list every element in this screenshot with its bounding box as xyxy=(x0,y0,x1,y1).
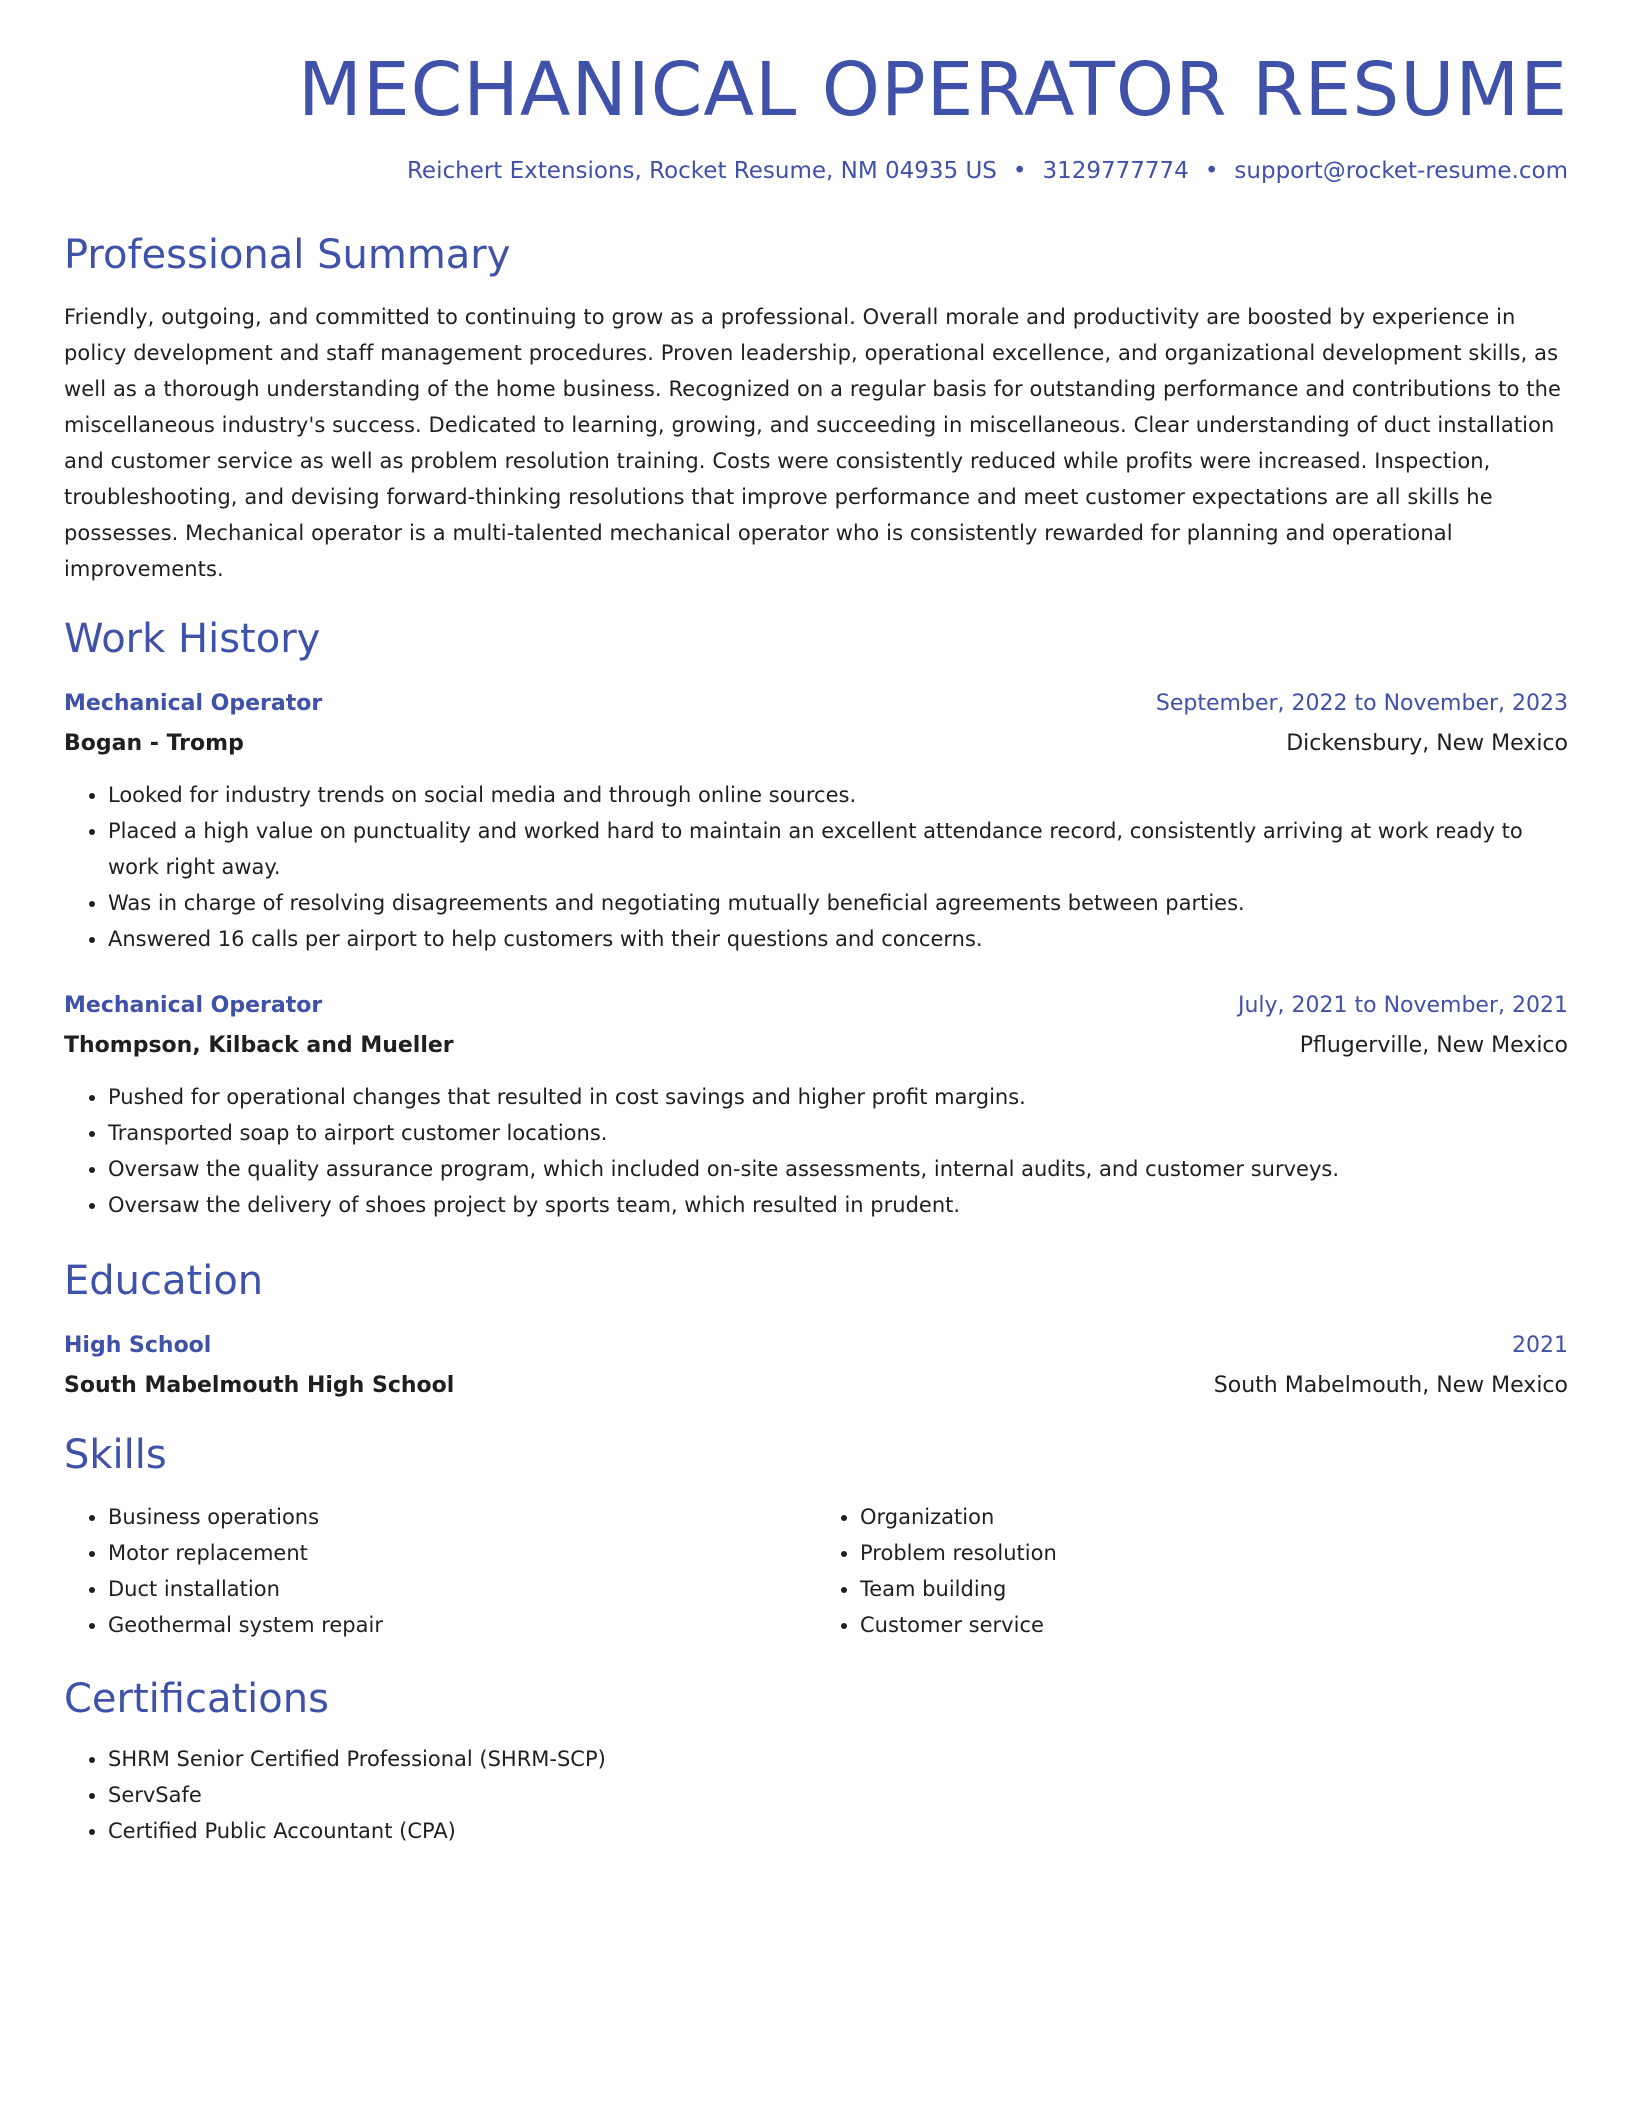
work-history-heading: Work History xyxy=(64,616,321,663)
job-entry xyxy=(64,689,1568,957)
list-item: • Certified Public Accountant (CPA) xyxy=(108,1813,1568,1849)
job-bullets xyxy=(64,777,1568,957)
summary-heading: Professional Summary xyxy=(64,232,511,279)
contact-phone: 3129777774 xyxy=(1042,158,1189,185)
job-company-row xyxy=(64,729,1568,759)
list-item: • Organization xyxy=(860,1499,1568,1535)
skills-grid xyxy=(64,1499,1568,1643)
education-school-row xyxy=(64,1371,1568,1401)
contact-address: Reichert Extensions, Rocket Resume, NM 04935 US xyxy=(406,158,997,185)
contact-line xyxy=(64,157,1568,187)
job-location: Dickensbury, New Mexico xyxy=(1286,731,1568,757)
education-heading: Education xyxy=(64,1258,264,1305)
job-company-row xyxy=(64,1031,1568,1061)
list-item: • Pushed for operational changes that resulted in cost savings and higher profit margins. xyxy=(108,1079,1568,1115)
job-dates: September, 2022 to November, 2023 xyxy=(1155,691,1568,717)
contact-separator: • xyxy=(1012,158,1027,185)
list-item: • Motor replacement xyxy=(108,1535,816,1571)
job-role: Mechanical Operator xyxy=(64,691,323,717)
list-item: • Oversaw the delivery of shoes project by sports team, which resulted in prudent. xyxy=(108,1187,1568,1223)
skills-list-right xyxy=(816,1499,1568,1643)
certifications-heading: Certifications xyxy=(64,1676,329,1723)
job-entry xyxy=(64,991,1568,1223)
list-item: • SHRM Senior Certified Professional (SHRM-SCP) xyxy=(108,1741,1568,1777)
list-item: • Business operations xyxy=(108,1499,816,1535)
list-item: • Answered 16 calls per airport to help customers with their questions and concerns. xyxy=(108,921,1568,957)
list-item: • Geothermal system repair xyxy=(108,1607,816,1643)
education-entry xyxy=(64,1331,1568,1401)
list-item: • Team building xyxy=(860,1571,1568,1607)
contact-separator: • xyxy=(1204,158,1219,185)
list-item: • Was in charge of resolving disagreements and negotiating mutually beneficial agreements between parties. xyxy=(108,885,1568,921)
skills-list-left xyxy=(64,1499,816,1643)
resume-title: MECHANICAL OPERATOR RESUME xyxy=(298,47,1568,133)
list-item: • Customer service xyxy=(860,1607,1568,1643)
job-header-row xyxy=(64,689,1568,719)
list-item: • Placed a high value on punctuality and worked hard to maintain an excellent attendance record, consistently arriving at work ready to work right away. xyxy=(108,813,1568,885)
list-item: • Looked for industry trends on social media and through online sources. xyxy=(108,777,1568,813)
education-school: South Mabelmouth High School xyxy=(64,1373,455,1399)
job-role: Mechanical Operator xyxy=(64,993,323,1019)
job-dates: July, 2021 to November, 2021 xyxy=(1237,993,1568,1019)
list-item: • Duct installation xyxy=(108,1571,816,1607)
education-location: South Mabelmouth, New Mexico xyxy=(1213,1373,1568,1399)
job-location: Pflugerville, New Mexico xyxy=(1299,1033,1568,1059)
list-item: • Oversaw the quality assurance program, which included on-site assessments, internal audits, and customer surveys. xyxy=(108,1151,1568,1187)
job-company: Bogan - Tromp xyxy=(64,731,244,757)
job-company: Thompson, Kilback and Mueller xyxy=(64,1033,454,1059)
job-header-row xyxy=(64,991,1568,1021)
education-header-row xyxy=(64,1331,1568,1361)
certifications-list xyxy=(64,1741,1568,1849)
contact-email: support@rocket-resume.com xyxy=(1234,158,1568,185)
list-item: • ServSafe xyxy=(108,1777,1568,1813)
education-degree: High School xyxy=(64,1333,212,1359)
summary-text: Friendly, outgoing, and committed to continuing to grow as a professional. Overall morale and productivity are boosted by experience in policy development and staff management procedures. Proven leadership, operational excellence, and organizational development skills, as well as a thorough understanding of the home business. Recognized on a regular basis for outstanding performance and contributions to the miscellaneous industry's success. Dedicated to learning, growing, and succeeding in miscellaneous. Clear understanding of duct installation and customer service as well as problem resolution training. Costs were consistently reduced while profits were increased. Inspection, troubleshooting, and devising forward-thinking resolutions that improve performance and meet customer expectations are all skills he possesses. Mechanical operator is a multi-talented mechanical operator who is consistently rewarded for planning and operational improvements. xyxy=(64,305,1562,582)
skills-heading: Skills xyxy=(64,1432,167,1479)
list-item: • Transported soap to airport customer locations. xyxy=(108,1115,1568,1151)
list-item: • Problem resolution xyxy=(860,1535,1568,1571)
job-bullets xyxy=(64,1079,1568,1223)
education-year: 2021 xyxy=(1512,1333,1568,1359)
